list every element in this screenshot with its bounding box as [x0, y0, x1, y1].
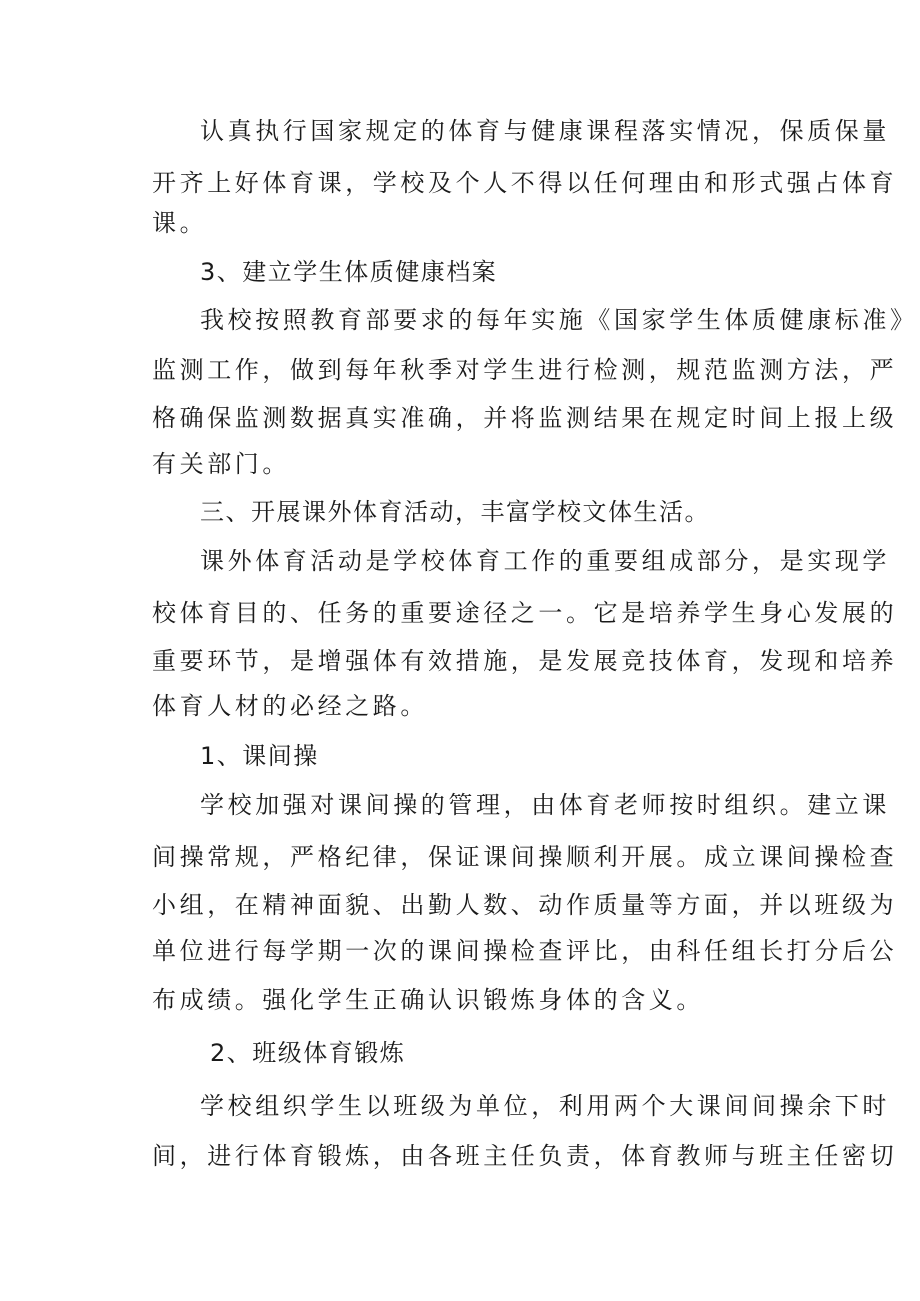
paragraph-line: 体育人材的必经之路。	[152, 692, 428, 720]
paragraph-line: 间操常规，严格纪律，保证课间操顺利开展。成立课间操检查	[152, 843, 898, 871]
paragraph-line: 布成绩。强化学生正确认识锻炼身体的含义。	[152, 986, 704, 1014]
paragraph-line: 间，进行体育锻炼，由各班主任负责，体育教师与班主任密切	[152, 1142, 898, 1170]
paragraph-line: 开齐上好体育课，学校及个人不得以任何理由和形式强占体育	[152, 169, 898, 197]
paragraph-line: 学校组织学生以班级为单位，利用两个大课间间操余下时	[200, 1092, 890, 1120]
paragraph-line: 学校加强对课间操的管理，由体育老师按时组织。建立课	[200, 791, 890, 819]
paragraph-line: 重要环节，是增强体有效措施，是发展竞技体育，发现和培养	[152, 647, 898, 675]
paragraph-line: 课。	[152, 209, 208, 237]
section-heading: 2、班级体育锻炼	[210, 1039, 406, 1067]
section-heading: 1、课间操	[200, 742, 319, 770]
paragraph-line: 小组，在精神面貌、出勤人数、动作质量等方面，并以班级为	[152, 891, 898, 919]
section-heading: 三、开展课外体育活动，丰富学校文体生活。	[200, 498, 710, 526]
paragraph-line: 格确保监测数据真实准确，并将监测结果在规定时间上报上级	[152, 404, 898, 432]
paragraph-line: 校体育目的、任务的重要途径之一。它是培养学生身心发展的	[152, 599, 898, 627]
paragraph-line: 有关部门。	[152, 450, 290, 478]
paragraph-line: 我校按照教育部要求的每年实施《国家学生体质健康标准》	[200, 306, 918, 334]
paragraph-line: 监测工作，做到每年秋季对学生进行检测，规范监测方法，严	[152, 356, 898, 384]
paragraph-line: 单位进行每学期一次的课间操检查评比，由科任组长打分后公	[152, 937, 898, 965]
paragraph-line: 认真执行国家规定的体育与健康课程落实情况，保质保量	[200, 117, 890, 145]
paragraph-line: 课外体育活动是学校体育工作的重要组成部分，是实现学	[200, 547, 890, 575]
section-heading: 3、建立学生体质健康档案	[200, 258, 498, 286]
